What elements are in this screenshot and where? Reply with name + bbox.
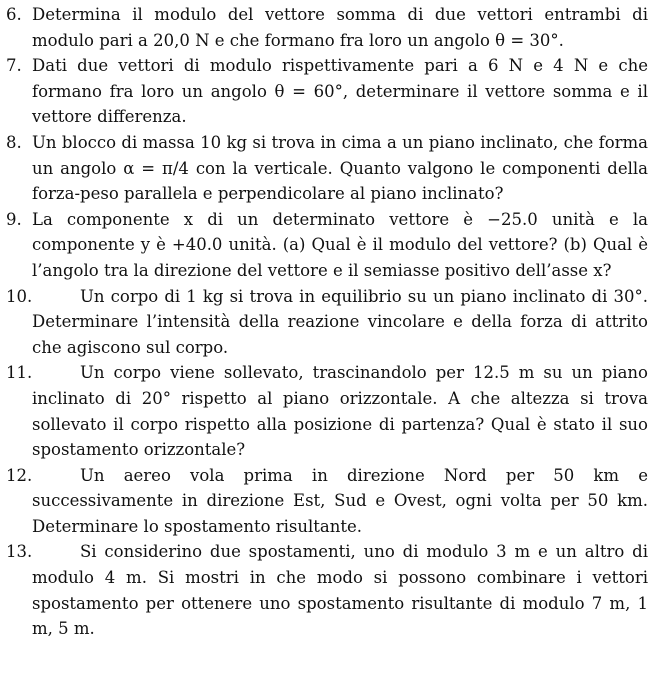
problem-text: Un corpo di 1 kg si trova in equilibrio su un piano inclinato di 30°. Determinare l’intensità della reazione vincolare e della forza di attrito che agiscono sul corpo. bbox=[32, 286, 648, 357]
problem-text: Si considerino due spostamenti, uno di modulo 3 m e un altro di modulo 4 m. Si mostri in che modo si possono combinare i vettori spostamento per ottenere uno spostamento risultante di modulo 7 m, 1 m, 5 m. bbox=[32, 542, 648, 639]
problem-7 bbox=[6, 53, 648, 130]
problem-12 bbox=[6, 463, 648, 540]
problem-13 bbox=[6, 539, 648, 641]
problem-9 bbox=[6, 207, 648, 284]
problem-number: 7. bbox=[6, 56, 22, 76]
problem-text: Un blocco di massa 10 kg si trova in cima a un piano inclinato, che forma un angolo α = π/4 con la verticale. Quanto valgono le componenti della forza-peso parallela e perpendicolare al piano inclinato? bbox=[32, 132, 648, 204]
problem-number: 8. bbox=[6, 132, 22, 152]
problem-number: 13. bbox=[6, 542, 33, 562]
problem-number: 11. bbox=[6, 363, 33, 383]
problem-11 bbox=[6, 360, 648, 462]
problem-text: Dati due vettori di modulo rispettivamente pari a 6 N e 4 N e che formano fra loro un angolo θ = 60°, determinare il vettore somma e il vettore differenza. bbox=[32, 56, 648, 127]
problem-10 bbox=[6, 284, 648, 361]
problem-8 bbox=[6, 130, 648, 207]
problem-text: Un corpo viene sollevato, trascinandolo per 12.5 m su un piano inclinato di 20° rispetto al piano orizzontale. A che altezza si trova sollevato il corpo rispetto alla posizione di partenza? Qual è stato il suo spostamento orizzontale? bbox=[32, 363, 648, 460]
problem-6 bbox=[6, 2, 648, 53]
problem-number: 9. bbox=[6, 209, 22, 229]
problem-text: Un aereo vola prima in direzione Nord per 50 km e successivamente in direzione Est, Sud e Ovest, ogni volta per 50 km. Determinare lo spostamento risultante. bbox=[32, 465, 648, 536]
problem-text: Determina il modulo del vettore somma di due vettori entrambi di modulo pari a 20,0 N e che formano fra loro un angolo θ = 30°. bbox=[32, 5, 648, 50]
problem-number: 12. bbox=[6, 465, 33, 485]
problem-text: La componente x di un determinato vettore è −25.0 unità e la componente y è +40.0 unità. (a) Qual è il modulo del vettore? (b) Qual è l’angolo tra la direzione del vettore e il semiasse positivo dell’asse x? bbox=[32, 209, 648, 280]
problem-number: 6. bbox=[6, 5, 22, 24]
problem-number: 10. bbox=[6, 286, 33, 306]
